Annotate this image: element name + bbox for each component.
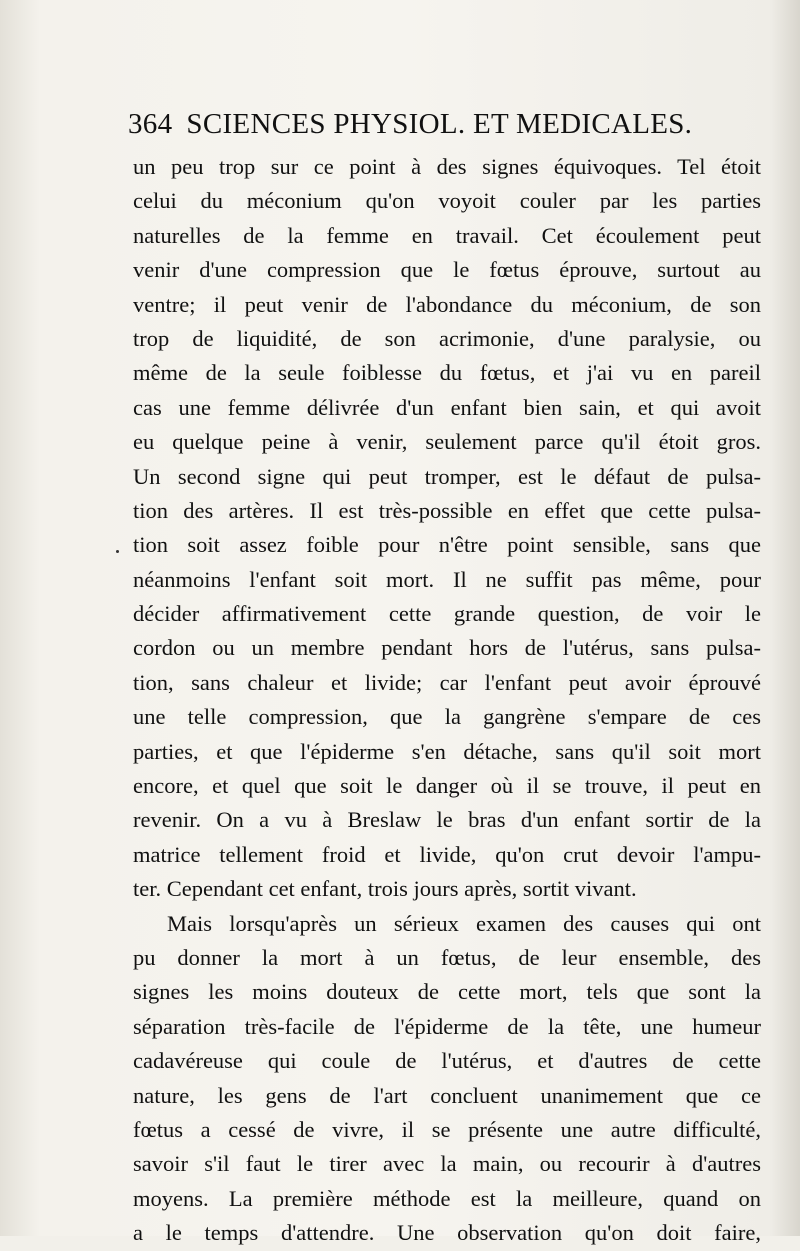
text-line: a le temps d'attendre. Une observation qu'on doit faire, — [133, 1220, 761, 1246]
text-line: même de la seule foiblesse du fœtus, et j'ai vu en pareil — [133, 360, 761, 386]
text-line: naturelles de la femme en travail. Cet écoulement peut — [133, 222, 761, 248]
text-line: encore, et quel que soit le danger où il se trouve, il peut en — [133, 773, 761, 799]
text-line: tion, sans chaleur et livide; car l'enfant peut avoir éprouvé — [133, 669, 761, 695]
text-line: une telle compression, que la gangrène s'empare de ces — [133, 704, 761, 730]
text-line: matrice tellement froid et livide, qu'on crut devoir l'ampu- — [133, 841, 761, 867]
text-line: Un second signe qui peut tromper, est le défaut de pulsa- — [133, 463, 761, 489]
text-line: venir d'une compression que le fœtus éprouve, surtout au — [133, 257, 761, 283]
text-line: tion soit assez foible pour n'être point sensible, sans que — [133, 532, 761, 558]
text-line: pu donner la mort à un fœtus, de leur ensemble, des — [133, 944, 761, 970]
text-line: ter. Cependant cet enfant, trois jours après, sortit vivant. — [133, 876, 637, 902]
text-line: moyens. La première méthode est la meilleure, quand on — [133, 1185, 761, 1211]
text-line: décider affirmativement cette grande question, de voir le — [133, 601, 761, 627]
text-line: fœtus a cessé de vivre, il se présente une autre difficulté, — [133, 1116, 761, 1142]
text-line: eu quelque peine à venir, seulement parce qu'il étoit gros. — [133, 429, 761, 455]
running-title: SCIENCES PHYSIOL. ET MEDICALES. — [186, 108, 693, 140]
text-line: séparation très-facile de l'épiderme de la tête, une humeur — [133, 1013, 761, 1039]
text-line: celui du méconium qu'on voyoit couler par les parties — [133, 188, 761, 214]
text-line: signes les moins douteux de cette mort, tels que sont la — [133, 979, 761, 1005]
margin-speck — [116, 550, 119, 553]
text-line: parties, et que l'épiderme s'en détache, sans qu'il soit mort — [133, 738, 761, 764]
page-header — [128, 108, 728, 148]
body-text — [133, 150, 761, 1251]
paragraph-1 — [133, 150, 761, 907]
paragraph-2 — [133, 907, 761, 1251]
text-line: revenir. On a vu à Breslaw le bras d'un enfant sortir de la — [133, 807, 761, 833]
text-line: ventre; il peut venir de l'abondance du méconium, de son — [133, 291, 761, 317]
page-number: 364 — [128, 108, 173, 140]
text-line: cadavéreuse qui coule de l'utérus, et d'autres de cette — [133, 1048, 761, 1074]
text-line: nature, les gens de l'art concluent unanimement que ce — [133, 1082, 761, 1108]
text-line: Mais lorsqu'après un sérieux examen des causes qui ont — [167, 910, 761, 936]
text-line: néanmoins l'enfant soit mort. Il ne suffit pas même, pour — [133, 566, 761, 592]
text-line: tion des artères. Il est très-possible en effet que cette pulsa- — [133, 497, 761, 523]
text-line: un peu trop sur ce point à des signes équivoques. Tel étoit — [133, 154, 761, 179]
text-line: trop de liquidité, de son acrimonie, d'une paralysie, ou — [133, 325, 761, 351]
text-line: cas une femme délivrée d'un enfant bien sain, et qui avoit — [133, 394, 761, 420]
text-line: cordon ou un membre pendant hors de l'utérus, sans pulsa- — [133, 635, 761, 661]
text-line: savoir s'il faut le tirer avec la main, ou recourir à d'autres — [133, 1151, 761, 1177]
